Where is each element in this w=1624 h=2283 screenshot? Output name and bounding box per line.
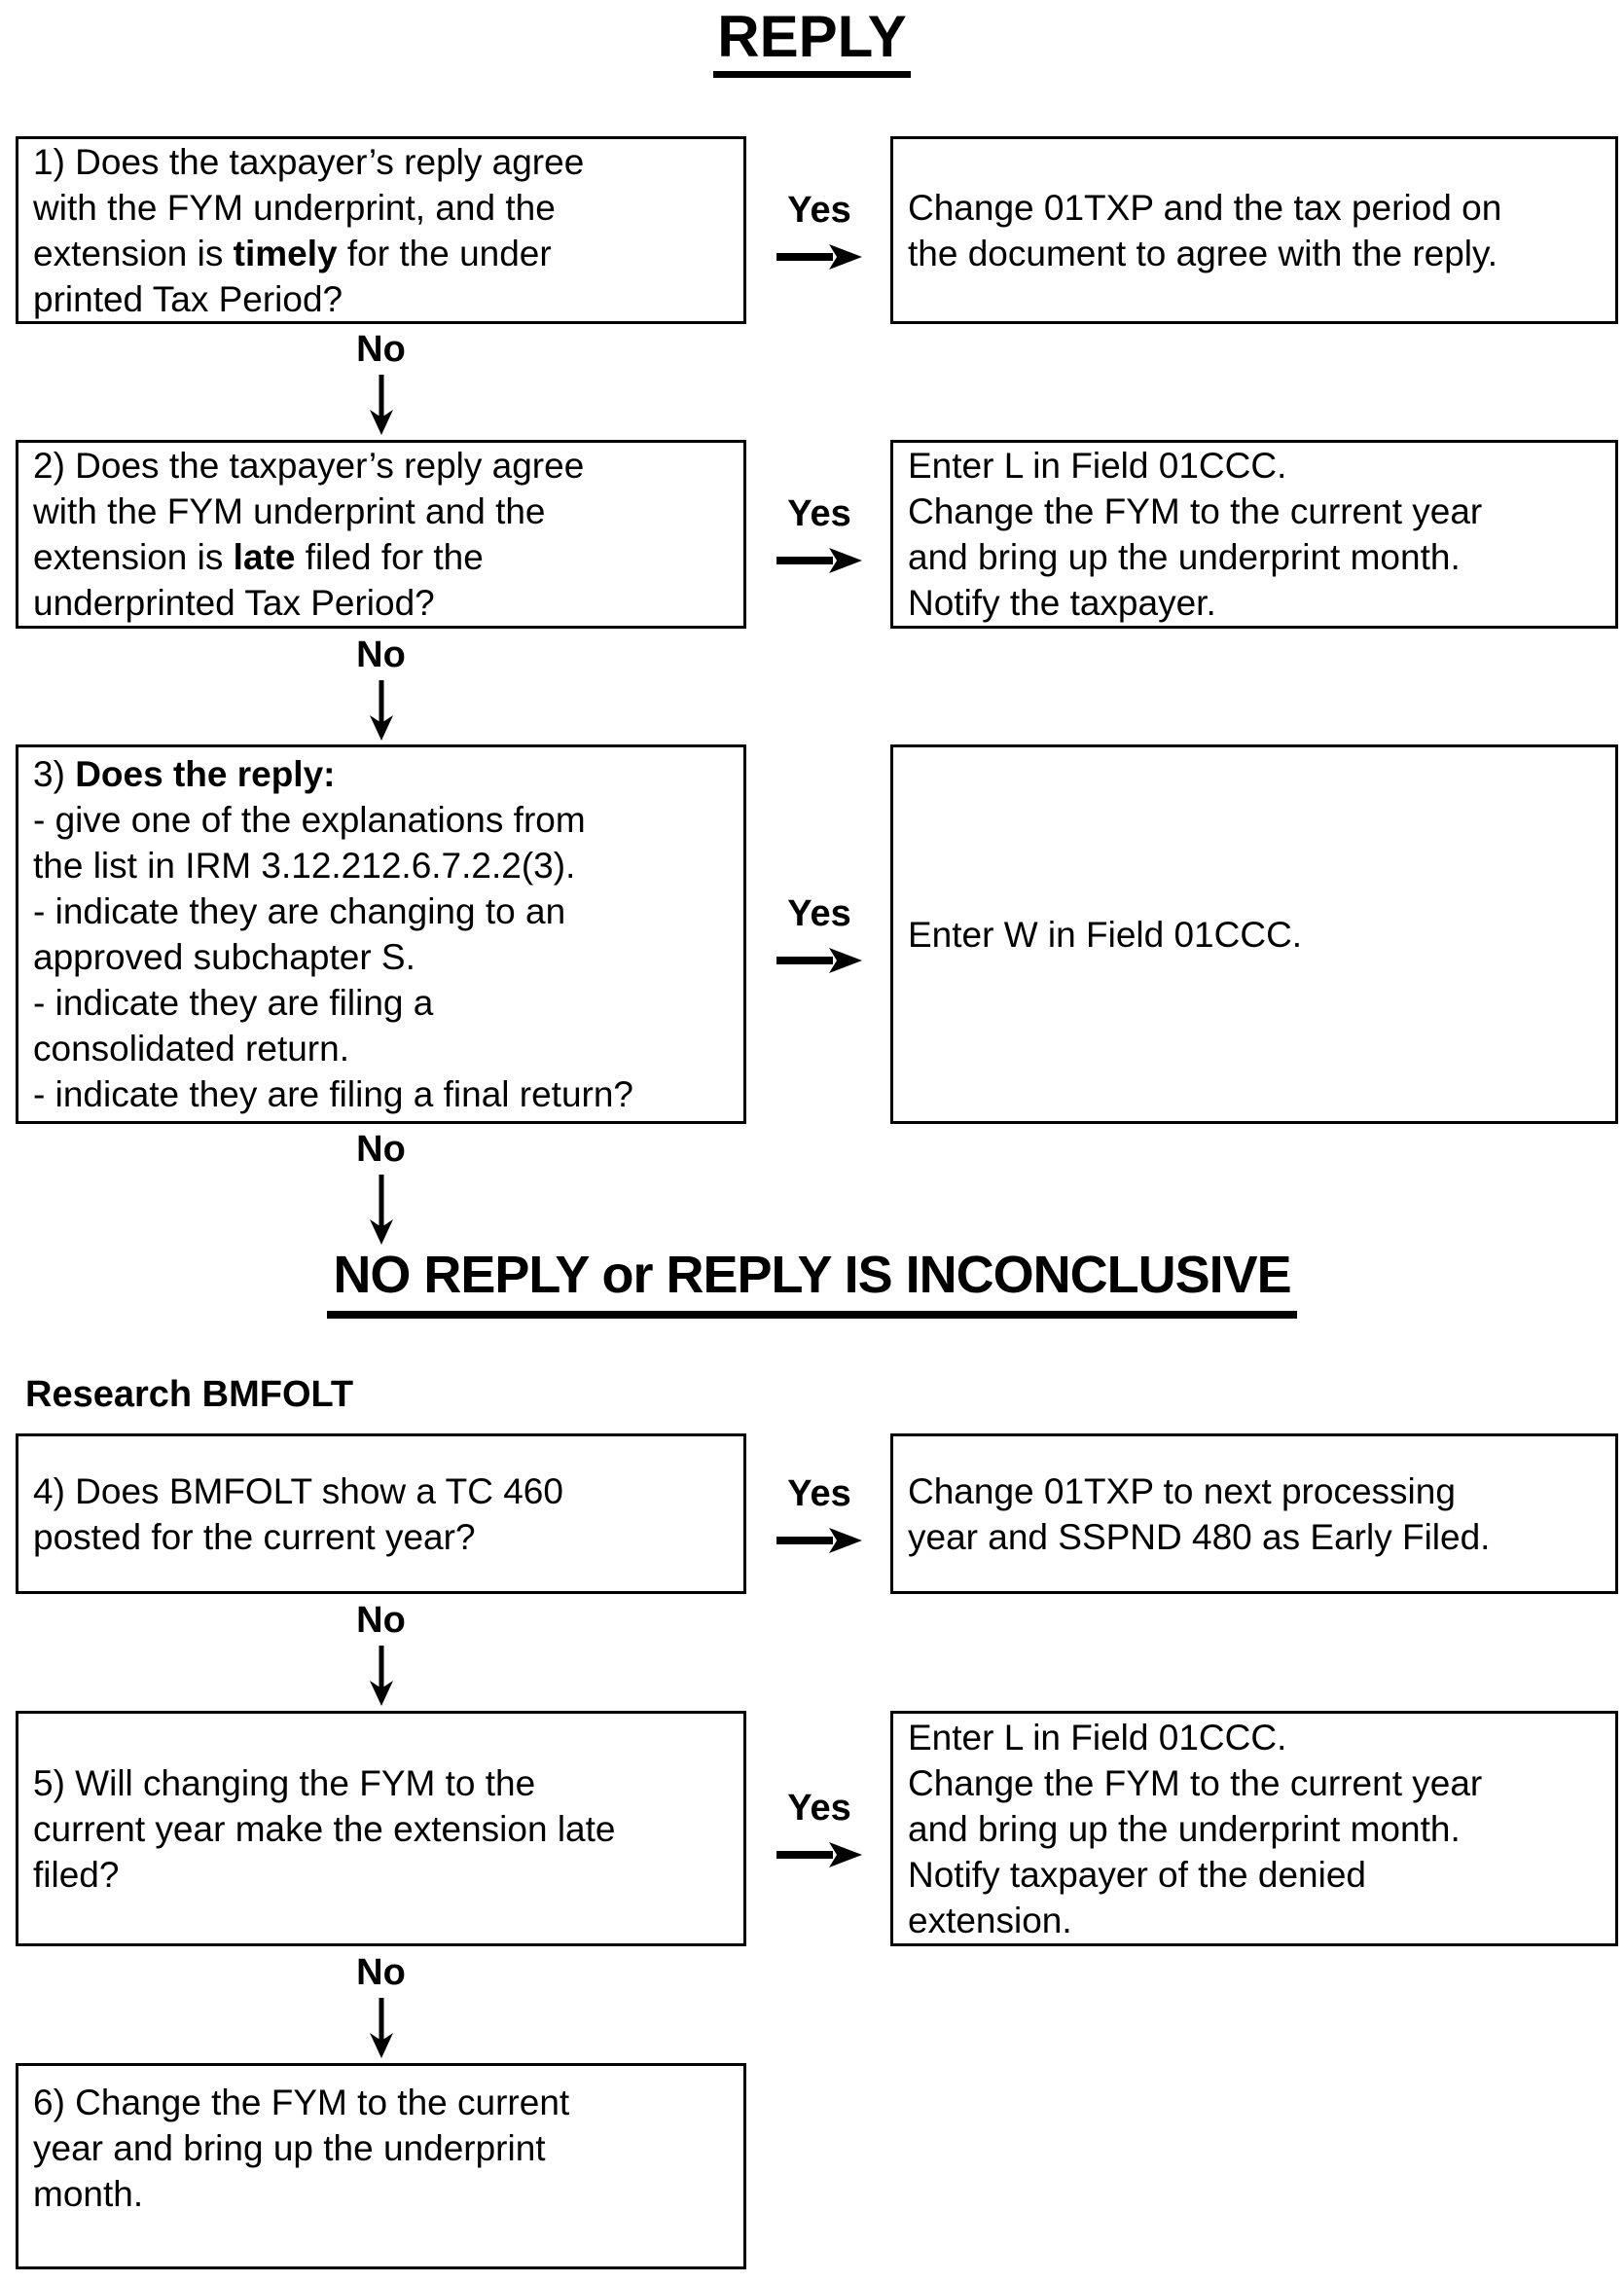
no-label: No [356,329,406,370]
text-line: - indicate they are filing a [33,983,434,1023]
yes-connector-2 [751,440,887,629]
text-line: month. [33,2174,144,2214]
no-connector-4 [16,1597,746,1708]
decision-box-2 [16,440,746,629]
no-connector-1 [16,325,746,438]
text-line: 4) Does BMFOLT show a TC 460 [33,1470,563,1511]
yes-connector-3 [751,744,887,1124]
no-label: No [356,1600,406,1641]
text-line: Enter L in Field 01CCC. [908,446,1287,486]
right-arrow-icon [776,545,862,576]
no-connector-3 [16,1126,746,1247]
no-connector-5 [16,1949,746,2060]
text-line: Notify taxpayer of the denied [908,1854,1367,1895]
text-line: printed Tax Period? [33,278,343,319]
terminal-box-6 [16,2063,746,2269]
decision-box-4 [16,1433,746,1594]
down-arrow-icon [366,1646,397,1706]
yes-label: Yes [787,1788,851,1829]
text-line: 6) Change the FYM to the current [33,2083,570,2122]
yes-connector-5 [751,1711,887,1946]
no-connector-2 [16,631,746,743]
text-line: the document to agree with the reply. [908,233,1498,273]
page-title: REPLY [713,6,911,78]
text-line: and bring up the underprint month. [908,1808,1461,1849]
yes-connector-1 [751,136,887,324]
text-line: Change 01TXP and the tax period on [908,187,1502,228]
right-arrow-icon [776,1525,862,1556]
yes-connector-4 [751,1433,887,1594]
action-box-2 [890,440,1618,629]
decision-box-1 [16,136,746,324]
down-arrow-icon [366,1175,397,1245]
text-line: Notify the taxpayer. [908,583,1216,623]
yes-label: Yes [787,1472,851,1514]
text-line: the list in IRM 3.12.212.6.7.2.2(3). [33,846,576,886]
yes-label: Yes [787,189,851,231]
right-arrow-icon [776,241,862,272]
text-line: 2) Does the taxpayer’s reply agree [33,446,585,486]
text-line: approved subchapter S. [33,937,415,977]
text-line: extension is timely for the under [33,233,552,273]
text-line: - indicate they are changing to an [33,891,566,931]
text-line: Change 01TXP to next processing [908,1470,1456,1511]
text-line: underprinted Tax Period? [33,583,435,623]
text-line: Change the FYM to the current year [908,491,1483,531]
no-label: No [356,1129,406,1170]
text-line: with the FYM underprint, and the [33,187,556,228]
yes-label: Yes [787,493,851,534]
text-line: 5) Will changing the FYM to the [33,1762,536,1803]
no-label: No [356,634,406,675]
down-arrow-icon [366,1998,397,2058]
decision-box-5 [16,1711,746,1946]
text-line: and bring up the underprint month. [908,537,1461,577]
no-label: No [356,1952,406,1993]
down-arrow-icon [366,375,397,435]
text-line: Enter L in Field 01CCC. [908,1717,1287,1758]
text-line: consolidated return. [33,1029,349,1069]
text-line: year and SSPND 480 as Early Filed. [908,1516,1491,1557]
right-arrow-icon [776,945,862,976]
action-box-5 [890,1711,1618,1946]
text-line: year and bring up the underprint [33,2128,546,2168]
text-line: Enter W in Field 01CCC. [908,914,1303,955]
decision-box-3 [16,744,746,1124]
title-row [0,6,1624,78]
text-line: with the FYM underprint and the [33,491,546,531]
text-line: - give one of the explanations from [33,800,586,840]
text-line: 3) Does the reply: [33,754,336,794]
right-arrow-icon [776,1839,862,1870]
text-line: Change the FYM to the current year [908,1762,1483,1803]
text-line: - indicate they are filing a final return? [33,1074,634,1114]
action-box-1 [890,136,1618,324]
text-line: posted for the current year? [33,1516,476,1557]
research-label: Research BMFOLT [25,1374,354,1415]
text-line: filed? [33,1854,120,1895]
down-arrow-icon [366,680,397,741]
text-line: 1) Does the taxpayer’s reply agree [33,141,585,182]
yes-label: Yes [787,893,851,934]
action-box-4 [890,1433,1618,1594]
section-heading-row [0,1248,1624,1319]
action-box-3 [890,744,1618,1124]
text-line: extension is late filed for the [33,537,484,577]
text-line: extension. [908,1900,1072,1940]
text-line: current year make the extension late [33,1808,616,1849]
section-heading: NO REPLY or REPLY IS INCONCLUSIVE [327,1248,1296,1319]
